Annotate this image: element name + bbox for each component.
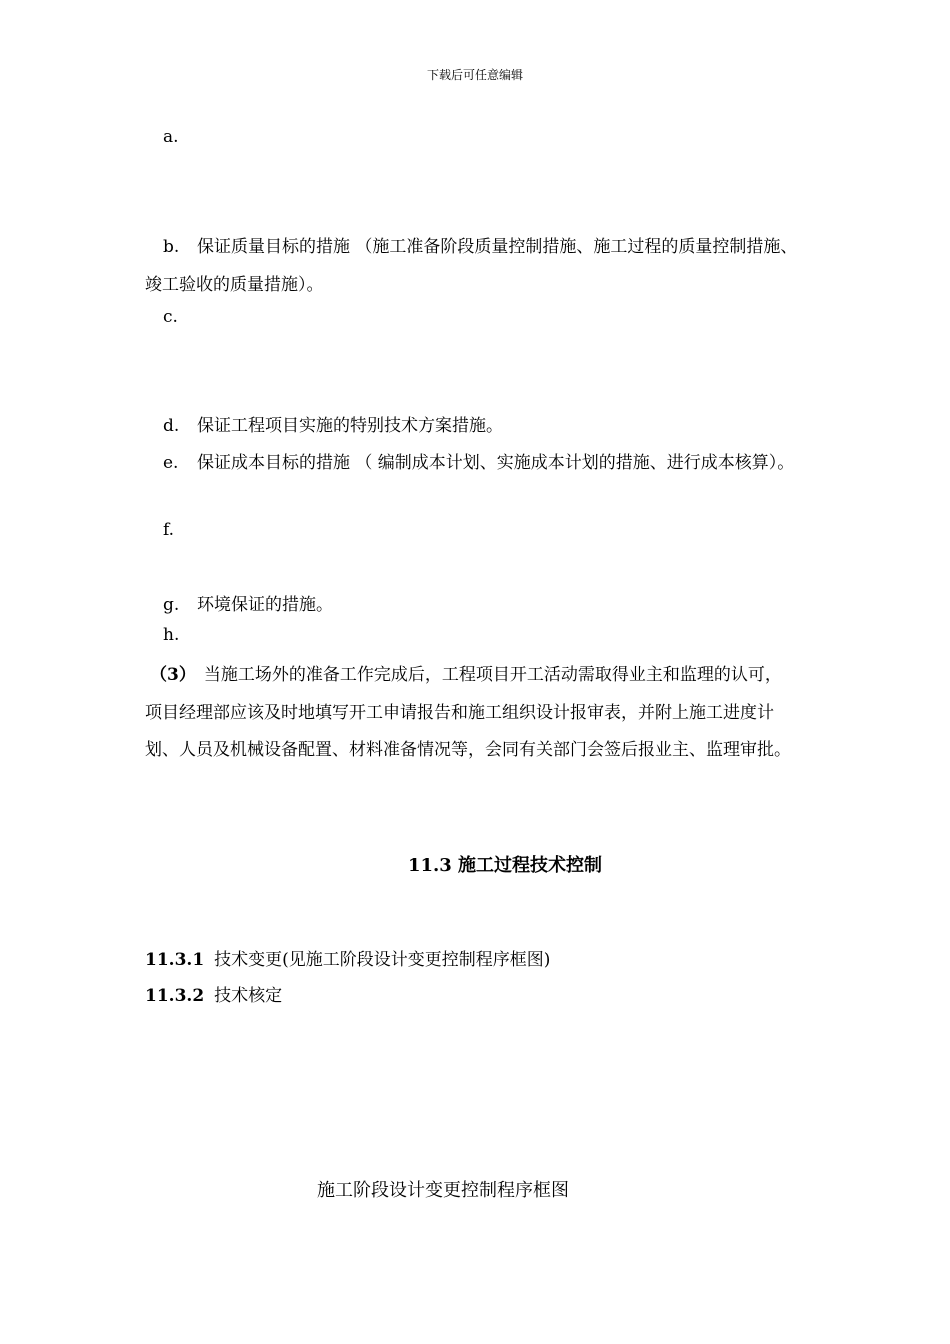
item-text: 环境保证的措施。 [197,595,333,615]
subsection-title: 技术核定 [214,986,283,1006]
item-text: 保证工程项目实施的特别技术方案措施。 [197,416,503,436]
subsection-number: 11.3.2 [145,986,205,1006]
item-text: 保证质量目标的措施 （施工准备阶段质量控制措施、施工过程的质量控制措施、 [197,237,798,257]
list-item-c [163,307,197,327]
list-item-b [163,232,797,257]
list-item-b-continuation: 竣工验收的质量措施）。 [145,275,324,295]
item-label: h. [163,625,180,645]
list-item-d [163,411,503,436]
item-text: 保证成本目标的措施 （ 编制成本计划、实施成本计划的措施、进行成本核算）。 [197,453,795,473]
item-label: g. [163,595,180,615]
figure-caption: 施工阶段设计变更控制程序框图 [317,1180,569,1201]
item-label: e. [163,453,179,473]
section-heading: 11.3 施工过程技术控制 [407,855,603,876]
list-item-a [163,127,197,147]
subsection-number: 11.3.1 [145,950,205,970]
item-label: a. [163,127,179,147]
item-label: f. [163,520,175,540]
paragraph-3-line-1 [150,660,782,685]
subsection-11-3-1 [145,945,550,970]
subsection-title: 技术变更(见施工阶段设计变更控制程序框图) [214,950,551,970]
list-item-g [163,590,333,615]
list-item-e [163,448,794,473]
item-label: b. [163,237,180,257]
paragraph-3-line-3: 划、人员及机械设备配置、材料准备情况等，会同有关部门会签后报业主、监理审批。 [145,740,791,760]
paragraph-number: （3） [150,665,196,685]
item-label: c. [163,307,178,327]
list-item-f [163,520,197,540]
item-label: d. [163,416,180,436]
paragraph-text: 当施工场外的准备工作完成后，工程项目开工活动需取得业主和监理的认可， [203,665,782,685]
paragraph-3-line-2: 项目经理部应该及时地填写开工申请报告和施工组织设计报审表，并附上施工进度计 [145,703,774,723]
subsection-11-3-2 [145,981,282,1006]
list-item-h [163,625,197,645]
page-header: 下载后可任意编辑 [426,68,523,82]
